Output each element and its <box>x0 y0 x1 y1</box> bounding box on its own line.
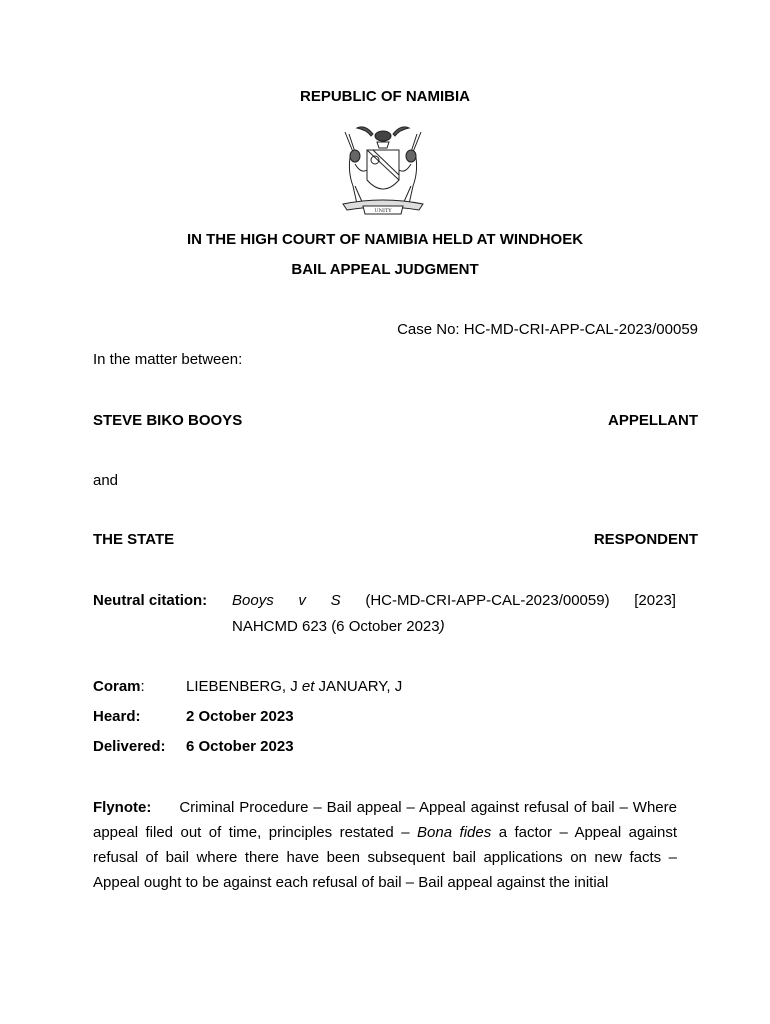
neutral-citation-label: Neutral citation: <box>93 592 208 609</box>
court-heading: IN THE HIGH COURT OF NAMIBIA HELD AT WINDHOEK <box>186 231 584 248</box>
flynote-label: Flynote: <box>93 799 152 816</box>
appellant-name: STEVE BIKO BOOYS <box>93 412 243 429</box>
citation-party-2: S <box>330 592 341 609</box>
republic-heading: REPUBLIC OF NAMIBIA <box>300 88 470 105</box>
and-text: and <box>93 472 119 489</box>
coram-judge-2: JANUARY, J <box>314 678 403 695</box>
neutral-citation-line2 <box>232 618 445 635</box>
citation-close-paren: ) <box>439 618 445 635</box>
citation-case-no: (HC-MD-CRI-APP-CAL-2023/00059) <box>365 592 610 609</box>
matter-between: In the matter between: <box>93 351 243 368</box>
respondent-name: THE STATE <box>93 531 175 548</box>
flynote-paragraph <box>93 795 677 895</box>
citation-party-1: Booys <box>232 592 274 609</box>
coram-colon: : <box>140 678 145 695</box>
delivered-date: 6 October 2023 <box>186 738 294 755</box>
flynote-text-2: a factor – Appeal against refusal of bail where there have been subsequent bail applications on new facts – Appeal ought to be against each refusal of bail – Bail appeal against the initial <box>93 824 677 891</box>
coram-et: et <box>301 678 315 695</box>
citation-v: v <box>298 592 306 609</box>
crest-motto: UNITY <box>374 208 392 214</box>
delivered-label: Delivered: <box>93 738 166 755</box>
flynote-text-1: Criminal Procedure – Bail appeal – Appeal against refusal of bail – Where appeal filed out of time, principles restated – <box>93 799 677 841</box>
neutral-citation-line1 <box>232 592 676 609</box>
case-number: Case No: HC-MD-CRI-APP-CAL-2023/00059 <box>397 321 698 338</box>
respondent-role: RESPONDENT <box>593 531 698 548</box>
citation-report: NAHCMD 623 (6 October 2023 <box>232 618 440 635</box>
coram-judges <box>186 678 402 695</box>
coram-label <box>93 678 145 695</box>
heard-label: Heard: <box>93 708 141 725</box>
citation-year: [2023] <box>634 592 676 609</box>
coram-judge-1: LIEBENBERG, J <box>186 678 302 695</box>
judgment-type-heading: BAIL APPEAL JUDGMENT <box>291 261 479 278</box>
coram-label-text: Coram <box>93 678 141 695</box>
coat-of-arms-icon <box>333 120 433 216</box>
appellant-role: APPELLANT <box>608 412 698 429</box>
flynote-italic: Bona fides <box>417 824 492 841</box>
heard-date: 2 October 2023 <box>186 708 294 725</box>
